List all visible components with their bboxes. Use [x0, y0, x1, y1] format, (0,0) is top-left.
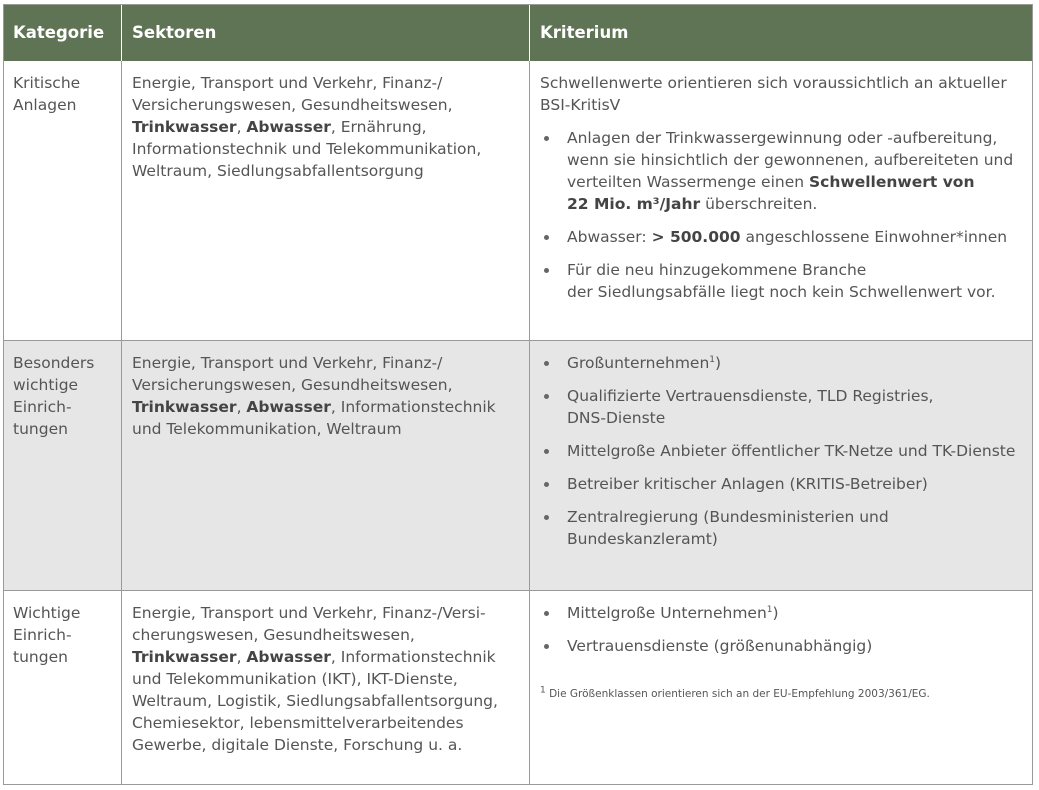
sektoren-line: Chemiesektor, lebensmittelverarbeitendes: [132, 714, 464, 732]
header-kategorie: Kategorie: [13, 23, 105, 42]
bullet-text: Großunternehmen: [567, 354, 710, 372]
kategorie-line: Wichtige: [13, 604, 81, 622]
footnote-text: Die Größenklassen orientieren sich an der EU-Empfehlung 2003/361/EG.: [545, 688, 930, 700]
bullet-line: wenn sie hinsichtlich der gewonnenen, aufbereiteten und: [567, 151, 1014, 169]
bold-term: Trinkwasser: [132, 398, 237, 416]
kriterium-cell: [529, 61, 1032, 340]
bold-term: 22 Mio. m³/Jahr: [567, 195, 701, 213]
footnote-marker: 1: [540, 685, 546, 696]
bullet-item: [540, 385, 1024, 429]
kategorie-line: Besonders: [13, 354, 95, 372]
sektoren-line: [132, 396, 521, 418]
table-row-wichtige: [4, 590, 1032, 785]
sektoren-line: Gewerbe, digitale Dienste, Forschung u. a.: [132, 736, 463, 754]
footnote-marker: 1: [766, 604, 773, 615]
kriterium-cell: [529, 341, 1032, 590]
bold-term: Schwellenwert von: [809, 173, 975, 191]
bullet-line: Anlagen der Trinkwassergewinnung oder -aufbereitung,: [567, 129, 998, 147]
kategorie-cell: [4, 591, 121, 785]
kriterium-cell: [529, 591, 1032, 785]
separator-text: ,: [236, 648, 247, 666]
kategorie-line: tungen: [13, 648, 68, 666]
bullet-item: [540, 259, 1024, 303]
bullet-line: [567, 171, 1024, 193]
intro-line: Schwellenwerte orientieren sich voraussichtlich an aktueller: [540, 74, 1007, 92]
sektoren-line: und Telekommunikation (IKT), IKT-Dienste,: [132, 670, 458, 688]
bold-term: Abwasser: [246, 398, 331, 416]
bullet-text: Mittelgroße Unternehmen: [567, 604, 767, 622]
bullet-item: [540, 127, 1024, 215]
bullet-line: Zentralregierung (Bundesministerien und: [567, 508, 889, 526]
bullet-line: Qualifizierte Vertrauensdienste, TLD Registries,: [567, 387, 934, 405]
header-sektoren: Sektoren: [121, 5, 529, 61]
sektoren-line: cherungswesen, Gesundheitswesen,: [132, 626, 415, 644]
sektoren-text: , Informationstechnik: [330, 398, 496, 416]
table-header: [4, 5, 1032, 61]
sektoren-line: Energie, Transport und Verkehr, Finanz-/: [132, 74, 443, 92]
sektoren-text: , Ernährung,: [330, 118, 427, 136]
sektoren-line: Energie, Transport und Verkehr, Finanz-/: [132, 354, 443, 372]
bullet-item: [540, 440, 1024, 462]
sektoren-line: Weltraum, Siedlungsabfallentsorgung: [132, 162, 424, 180]
separator-text: ,: [236, 398, 247, 416]
sektoren-line: Informationstechnik und Telekommunikation,: [132, 140, 482, 158]
sektoren-line: Energie, Transport und Verkehr, Finanz-/Versi-: [132, 604, 486, 622]
sektoren-line: Versicherungswesen, Gesundheitswesen,: [132, 376, 453, 394]
header-kriterium: Kriterium: [529, 5, 1032, 61]
sektoren-line: Versicherungswesen, Gesundheitswesen,: [132, 96, 453, 114]
kriterium-intro: [540, 72, 1024, 116]
intro-line: BSI-KritisV: [540, 96, 621, 114]
bold-term: Abwasser: [246, 648, 331, 666]
bullet-text: Abwasser:: [567, 228, 652, 246]
bullet-line: [567, 193, 1024, 215]
bold-term: Abwasser: [246, 118, 331, 136]
sektoren-cell: [121, 341, 529, 590]
bullet-line: [567, 352, 1024, 374]
bullet-text: überschreiten.: [700, 195, 818, 213]
sektoren-line: Weltraum, Logistik, Siedlungsabfallentsorgung,: [132, 692, 498, 710]
bold-term: > 500.000: [651, 228, 741, 246]
sektoren-cell: [121, 61, 529, 340]
footnote-marker: 1: [709, 354, 716, 365]
bullet-line: Mittelgroße Anbieter öffentlicher TK-Netze und TK-Dienste: [567, 442, 1016, 460]
kategorie-line: wichtige: [13, 376, 79, 394]
bullet-item: [540, 506, 1024, 550]
sektoren-line: [132, 646, 521, 668]
sektoren-cell: [121, 591, 529, 785]
table-row-besonders-wichtige: [4, 340, 1032, 590]
bullet-line: [567, 226, 1024, 248]
table-row-kritische-anlagen: [4, 61, 1032, 340]
bullet-line: der Siedlungsabfälle liegt noch kein Schwellenwert vor.: [567, 283, 996, 301]
bullet-line: Bundeskanzleramt): [567, 530, 718, 548]
criteria-table: [3, 4, 1033, 785]
bullet-line: Vertrauensdienste (größenunabhängig): [567, 637, 873, 655]
bold-term: Trinkwasser: [132, 648, 237, 666]
kategorie-line: Einrich-: [13, 626, 72, 644]
separator-text: ,: [236, 118, 247, 136]
bullet-text: angeschlossene Einwohner*innen: [740, 228, 1008, 246]
bullet-item: [540, 635, 1024, 657]
kategorie-line: Einrich-: [13, 398, 72, 416]
bullet-line: Für die neu hinzugekommene Branche: [567, 261, 867, 279]
bullet-line: Betreiber kritischer Anlagen (KRITIS-Betreiber): [567, 475, 928, 493]
bullet-text: verteilten Wassermenge einen: [567, 173, 810, 191]
sektoren-line: und Telekommunikation, Weltraum: [132, 420, 402, 438]
kategorie-cell: [4, 341, 121, 590]
bullet-item: [540, 352, 1024, 374]
sektoren-text: , Informationstechnik: [330, 648, 496, 666]
kategorie-line: tungen: [13, 420, 68, 438]
bullet-item: [540, 473, 1024, 495]
kategorie-cell: [4, 61, 121, 340]
bullet-line: DNS-Dienste: [567, 409, 666, 427]
bold-term: Trinkwasser: [132, 118, 237, 136]
footnote: [540, 687, 1024, 701]
bullet-line: [567, 602, 1024, 624]
bullet-item: [540, 226, 1024, 248]
bullet-text: ): [715, 354, 722, 372]
bullet-text: ): [772, 604, 779, 622]
bullet-item: [540, 602, 1024, 624]
kategorie-line: Kritische: [13, 74, 81, 92]
sektoren-line: [132, 116, 521, 138]
kategorie-line: Anlagen: [13, 96, 77, 114]
